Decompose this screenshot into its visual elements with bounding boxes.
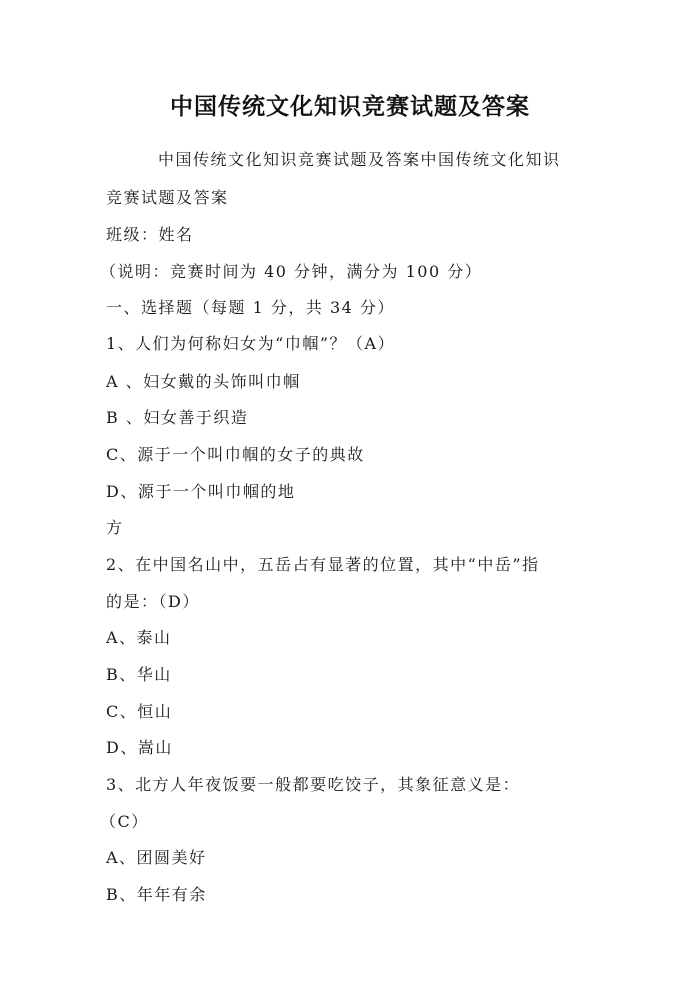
question-2: 2、在中国名山中，五岳占有显著的位置，其中“中岳”指 bbox=[106, 555, 540, 574]
question-2-option-c: C、恒山 bbox=[106, 702, 173, 721]
intro-line-2: 竞赛试题及答案 bbox=[106, 188, 229, 207]
question-1: 1、人们为何称妇女为“巾帼”？（A） bbox=[106, 334, 396, 353]
section-heading: 一、选择题（每题 1 分，共 34 分） bbox=[106, 298, 395, 317]
question-2-option-b: B、华山 bbox=[106, 665, 172, 684]
question-1-option-b: B 、妇女善于织造 bbox=[106, 408, 249, 427]
question-3: 3、北方人年夜饭要一般都要吃饺子，其象征意义是： bbox=[106, 775, 521, 794]
instructions-line: （说明：竞赛时间为 40 分钟，满分为 100 分） bbox=[100, 262, 483, 281]
question-1-option-c: C、源于一个叫巾帼的女子的典故 bbox=[106, 445, 365, 464]
question-1-option-d: D、源于一个叫巾帼的地 bbox=[106, 482, 296, 501]
question-1-option-a: A 、妇女戴的头饰叫巾帼 bbox=[106, 372, 301, 391]
question-3-option-a: A、团圆美好 bbox=[106, 848, 207, 867]
question-2-option-a: A、泰山 bbox=[106, 628, 172, 647]
question-2-continued: 的是：（D） bbox=[106, 592, 200, 611]
question-1-option-d-continued: 方 bbox=[106, 518, 124, 537]
question-2-option-d: D、嵩山 bbox=[106, 738, 173, 757]
document-title: 中国传统文化知识竞赛试题及答案 bbox=[170, 94, 530, 120]
intro-line-1: 中国传统文化知识竞赛试题及答案中国传统文化知识 bbox=[158, 150, 561, 169]
question-3-option-b: B、年年有余 bbox=[106, 885, 207, 904]
class-name-line: 班级：姓名 bbox=[106, 225, 194, 244]
question-3-answer: （C） bbox=[100, 812, 149, 831]
